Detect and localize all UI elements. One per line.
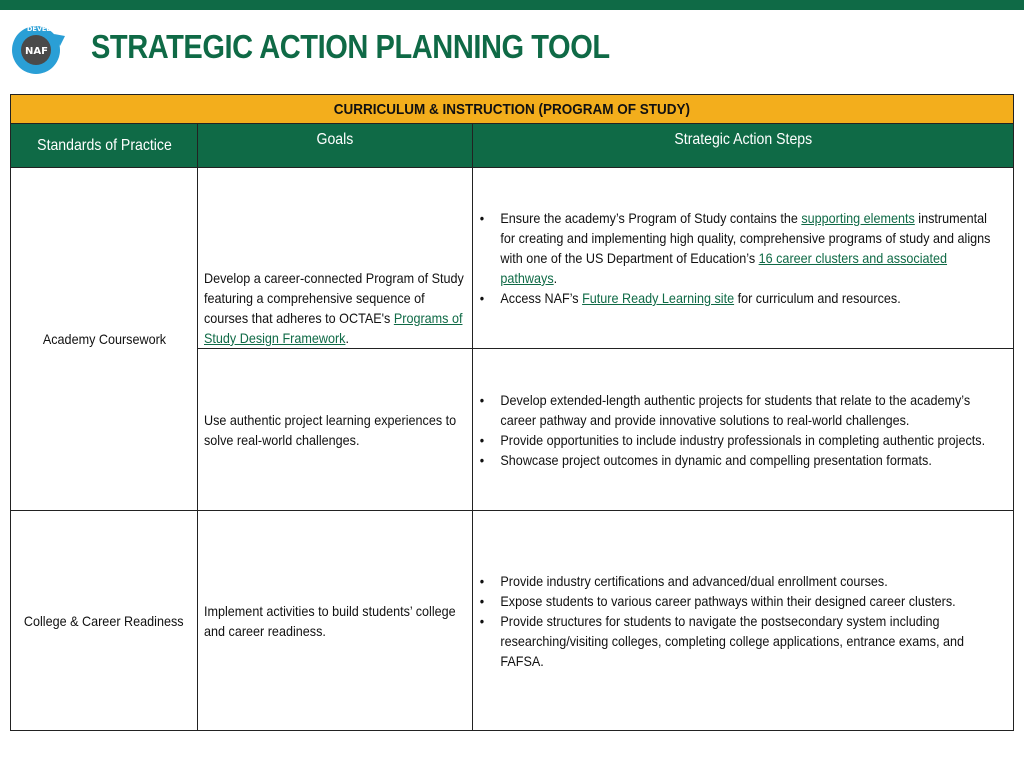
step-text: Access NAF’s xyxy=(500,290,583,306)
section-title-band xyxy=(11,95,1014,124)
goal-cell xyxy=(198,349,473,511)
goal-tail: . xyxy=(345,330,349,346)
column-header-label: Goals xyxy=(316,131,354,148)
list-item: • Showcase project outcomes in dynamic and compelling presentation formats. xyxy=(477,450,1004,470)
standard-cell xyxy=(11,511,198,731)
column-header-goals xyxy=(198,124,473,168)
naf-logo-icon xyxy=(10,22,66,74)
logo-badge-text: NAF xyxy=(25,46,48,57)
career-clusters-link[interactable]: 16 career clusters and associated pathways xyxy=(500,250,948,286)
goal-cell xyxy=(198,168,473,349)
column-header-standards xyxy=(11,124,198,168)
section-title: CURRICULUM & INSTRUCTION (PROGRAM OF STUDY) xyxy=(333,100,691,118)
steps-list xyxy=(477,390,1004,470)
list-item xyxy=(477,288,1004,308)
standard-label: College & Career Readiness xyxy=(24,612,184,629)
steps-list xyxy=(477,208,1004,308)
page-title: STRATEGIC ACTION PLANNING TOOL xyxy=(91,28,610,65)
steps-list xyxy=(477,571,1004,671)
list-item: • Expose students to various career pathways within their designed career clusters. xyxy=(477,591,1004,611)
step-text: for curriculum and resources. xyxy=(734,290,901,306)
top-accent-bar xyxy=(0,0,1024,10)
steps-cell xyxy=(473,349,1014,511)
develop-naf-logo xyxy=(10,22,66,74)
list-item: • Develop extended-length authentic projects for students that relate to the academy’s career pathway and provide innovative solutions to real-world challenges. xyxy=(477,390,1004,430)
column-header-label: Standards of Practice xyxy=(36,136,172,154)
goal-text: Develop a career-connected Program of Study featuring a comprehensive sequence of courses that adheres to OCTAE's xyxy=(204,270,464,326)
list-item: • Provide structures for students to navigate the postsecondary system including researching/visiting colleges, completing college applications, entrance exams, and FAFSA. xyxy=(477,611,1004,671)
standard-cell xyxy=(11,168,198,511)
column-header-label: Strategic Action Steps xyxy=(674,131,812,148)
list-item: • Provide opportunities to include industry professionals in completing authentic projects. xyxy=(477,430,1004,450)
programs-of-study-link[interactable]: Programs of Study Design Framework xyxy=(204,310,463,346)
column-header-steps xyxy=(473,124,1014,168)
goal-cell xyxy=(198,511,473,731)
logo-top-text: DEVELOP xyxy=(27,25,61,33)
future-ready-learning-link[interactable]: Future Ready Learning site xyxy=(582,290,735,306)
supporting-elements-link[interactable]: supporting elements xyxy=(801,210,915,226)
list-item: • Provide industry certifications and advanced/dual enrollment courses. xyxy=(477,571,1004,591)
step-text: Ensure the academy’s Program of Study contains the xyxy=(500,210,802,226)
steps-cell xyxy=(473,168,1014,349)
step-text: instrumental for creating and implementing high quality, comprehensive programs of study and aligns with one of the US Department of Education’s xyxy=(500,210,991,266)
goal-text: Implement activities to build students’ college and career readiness. xyxy=(204,602,456,639)
step-text: . xyxy=(553,270,558,286)
list-item xyxy=(477,208,1004,288)
action-plan-table xyxy=(10,94,1014,731)
steps-cell xyxy=(473,511,1014,731)
standard-label: Academy Coursework xyxy=(42,331,166,347)
goal-text: Use authentic project learning experiences to solve real-world challenges. xyxy=(204,411,457,448)
